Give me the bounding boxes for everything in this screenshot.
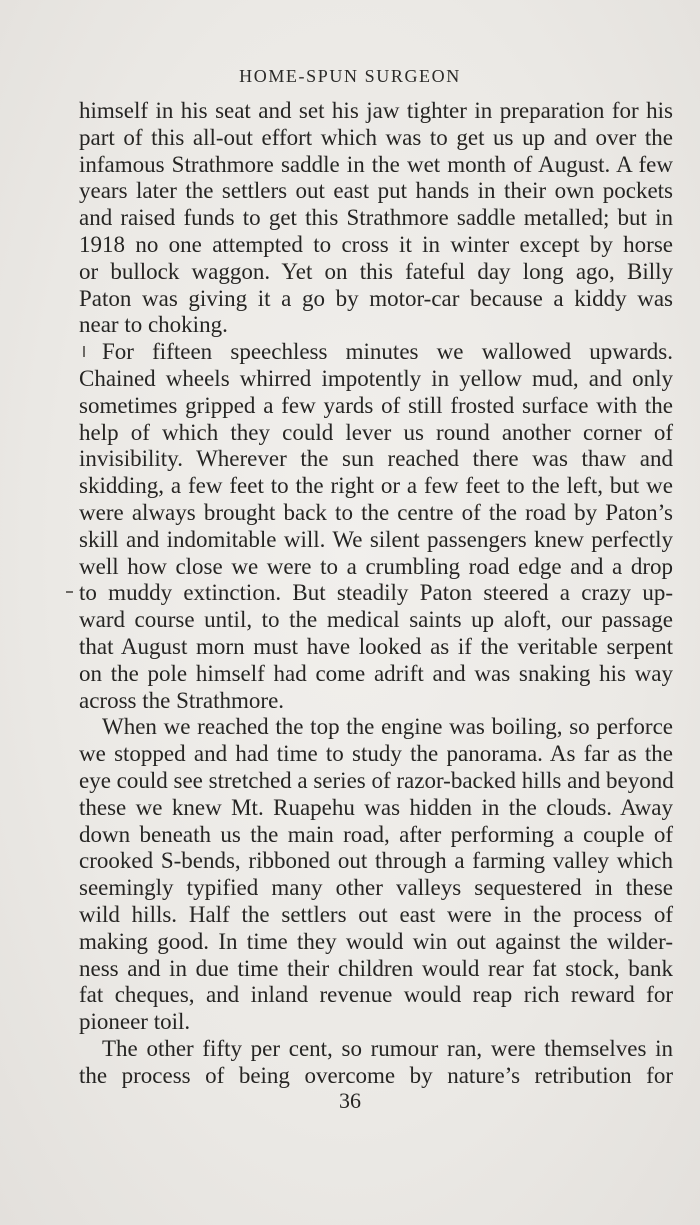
text-line: and raised funds to get this Strathmore saddle metalled; but in — [79, 205, 673, 231]
text-line: wild hills. Half the settlers out east were in the process of — [79, 901, 673, 927]
text-line: crooked S-bends, ribboned out through a farming valley which — [79, 848, 673, 874]
text-line: pioneer toil. — [79, 1009, 191, 1035]
text-line: years later the settlers out east put hands in their own pockets — [79, 178, 673, 204]
text-line: Paton was giving it a go by motor-car because a kiddy was — [79, 285, 673, 311]
text-line: that August morn must have looked as if the veritable serpent — [79, 633, 673, 659]
text-line: these we knew Mt. Ruapehu was hidden in the clouds. Away — [79, 794, 673, 820]
text-line: Chained wheels whirred impotently in yellow mud, and only — [79, 365, 673, 391]
text-line: were always brought back to the centre of the road by Paton’s — [79, 499, 673, 525]
text-line: 1918 no one attempted to cross it in winter except by horse — [79, 231, 673, 257]
text-line: himself in his seat and set his jaw tighter in preparation for his — [79, 98, 673, 123]
text-line: across the Strathmore. — [79, 687, 285, 713]
text-line: skill and indomitable will. We silent passengers knew perfectly — [79, 526, 673, 552]
text-line: infamous Strathmore saddle in the wet month of August. A few — [79, 151, 673, 177]
text-line: down beneath us the main road, after performing a couple of — [79, 821, 673, 847]
text-line: near to choking. — [79, 312, 228, 338]
text-line: or bullock waggon. Yet on this fateful day long ago, Billy — [79, 258, 673, 284]
text-line: on the pole himself had come adrift and was snaking his way — [79, 660, 673, 686]
text-line: making good. In time they would win out against the wilder- — [79, 928, 673, 954]
margin-mark — [83, 346, 85, 357]
text-line: invisibility. Wherever the sun reached there was thaw and — [79, 446, 673, 472]
text-line: The other fifty per cent, so rumour ran, were themselves in — [102, 1035, 673, 1061]
text-line: sometimes gripped a few yards of still frosted surface with the — [79, 392, 673, 418]
text-line: When we reached the top the engine was boiling, so perforce — [102, 714, 673, 740]
body-text — [79, 98, 673, 1089]
text-line: eye could see stretched a series of razor-backed hills and beyond — [79, 767, 674, 793]
text-line: For fifteen speechless minutes we wallowed upwards. — [102, 339, 673, 365]
text-line: ward course until, to the medical saints up aloft, our passage — [79, 607, 673, 633]
margin-mark — [66, 591, 73, 593]
text-line: the process of being overcome by nature’s retribution for — [79, 1062, 673, 1088]
text-line: part of this all-out effort which was to get us up and over the — [79, 124, 673, 150]
text-line: to muddy extinction. But steadily Paton steered a crazy up- — [79, 580, 673, 606]
text-line: ness and in due time their children would rear fat stock, bank — [79, 955, 673, 981]
text-line: skidding, a few feet to the right or a few feet to the left, but we — [79, 473, 673, 499]
text-line: fat cheques, and inland revenue would reap rich reward for — [79, 982, 673, 1008]
text-line: seemingly typified many other valleys sequestered in these — [79, 875, 673, 901]
text-line: we stopped and had time to study the panorama. As far as the — [79, 741, 673, 767]
page-number: 36 — [339, 1088, 361, 1113]
running-head: HOME-SPUN SURGEON — [239, 66, 461, 86]
text-line: well how close we were to a crumbling road edge and a drop — [79, 553, 673, 579]
text-line: help of which they could lever us round another corner of — [79, 419, 673, 445]
